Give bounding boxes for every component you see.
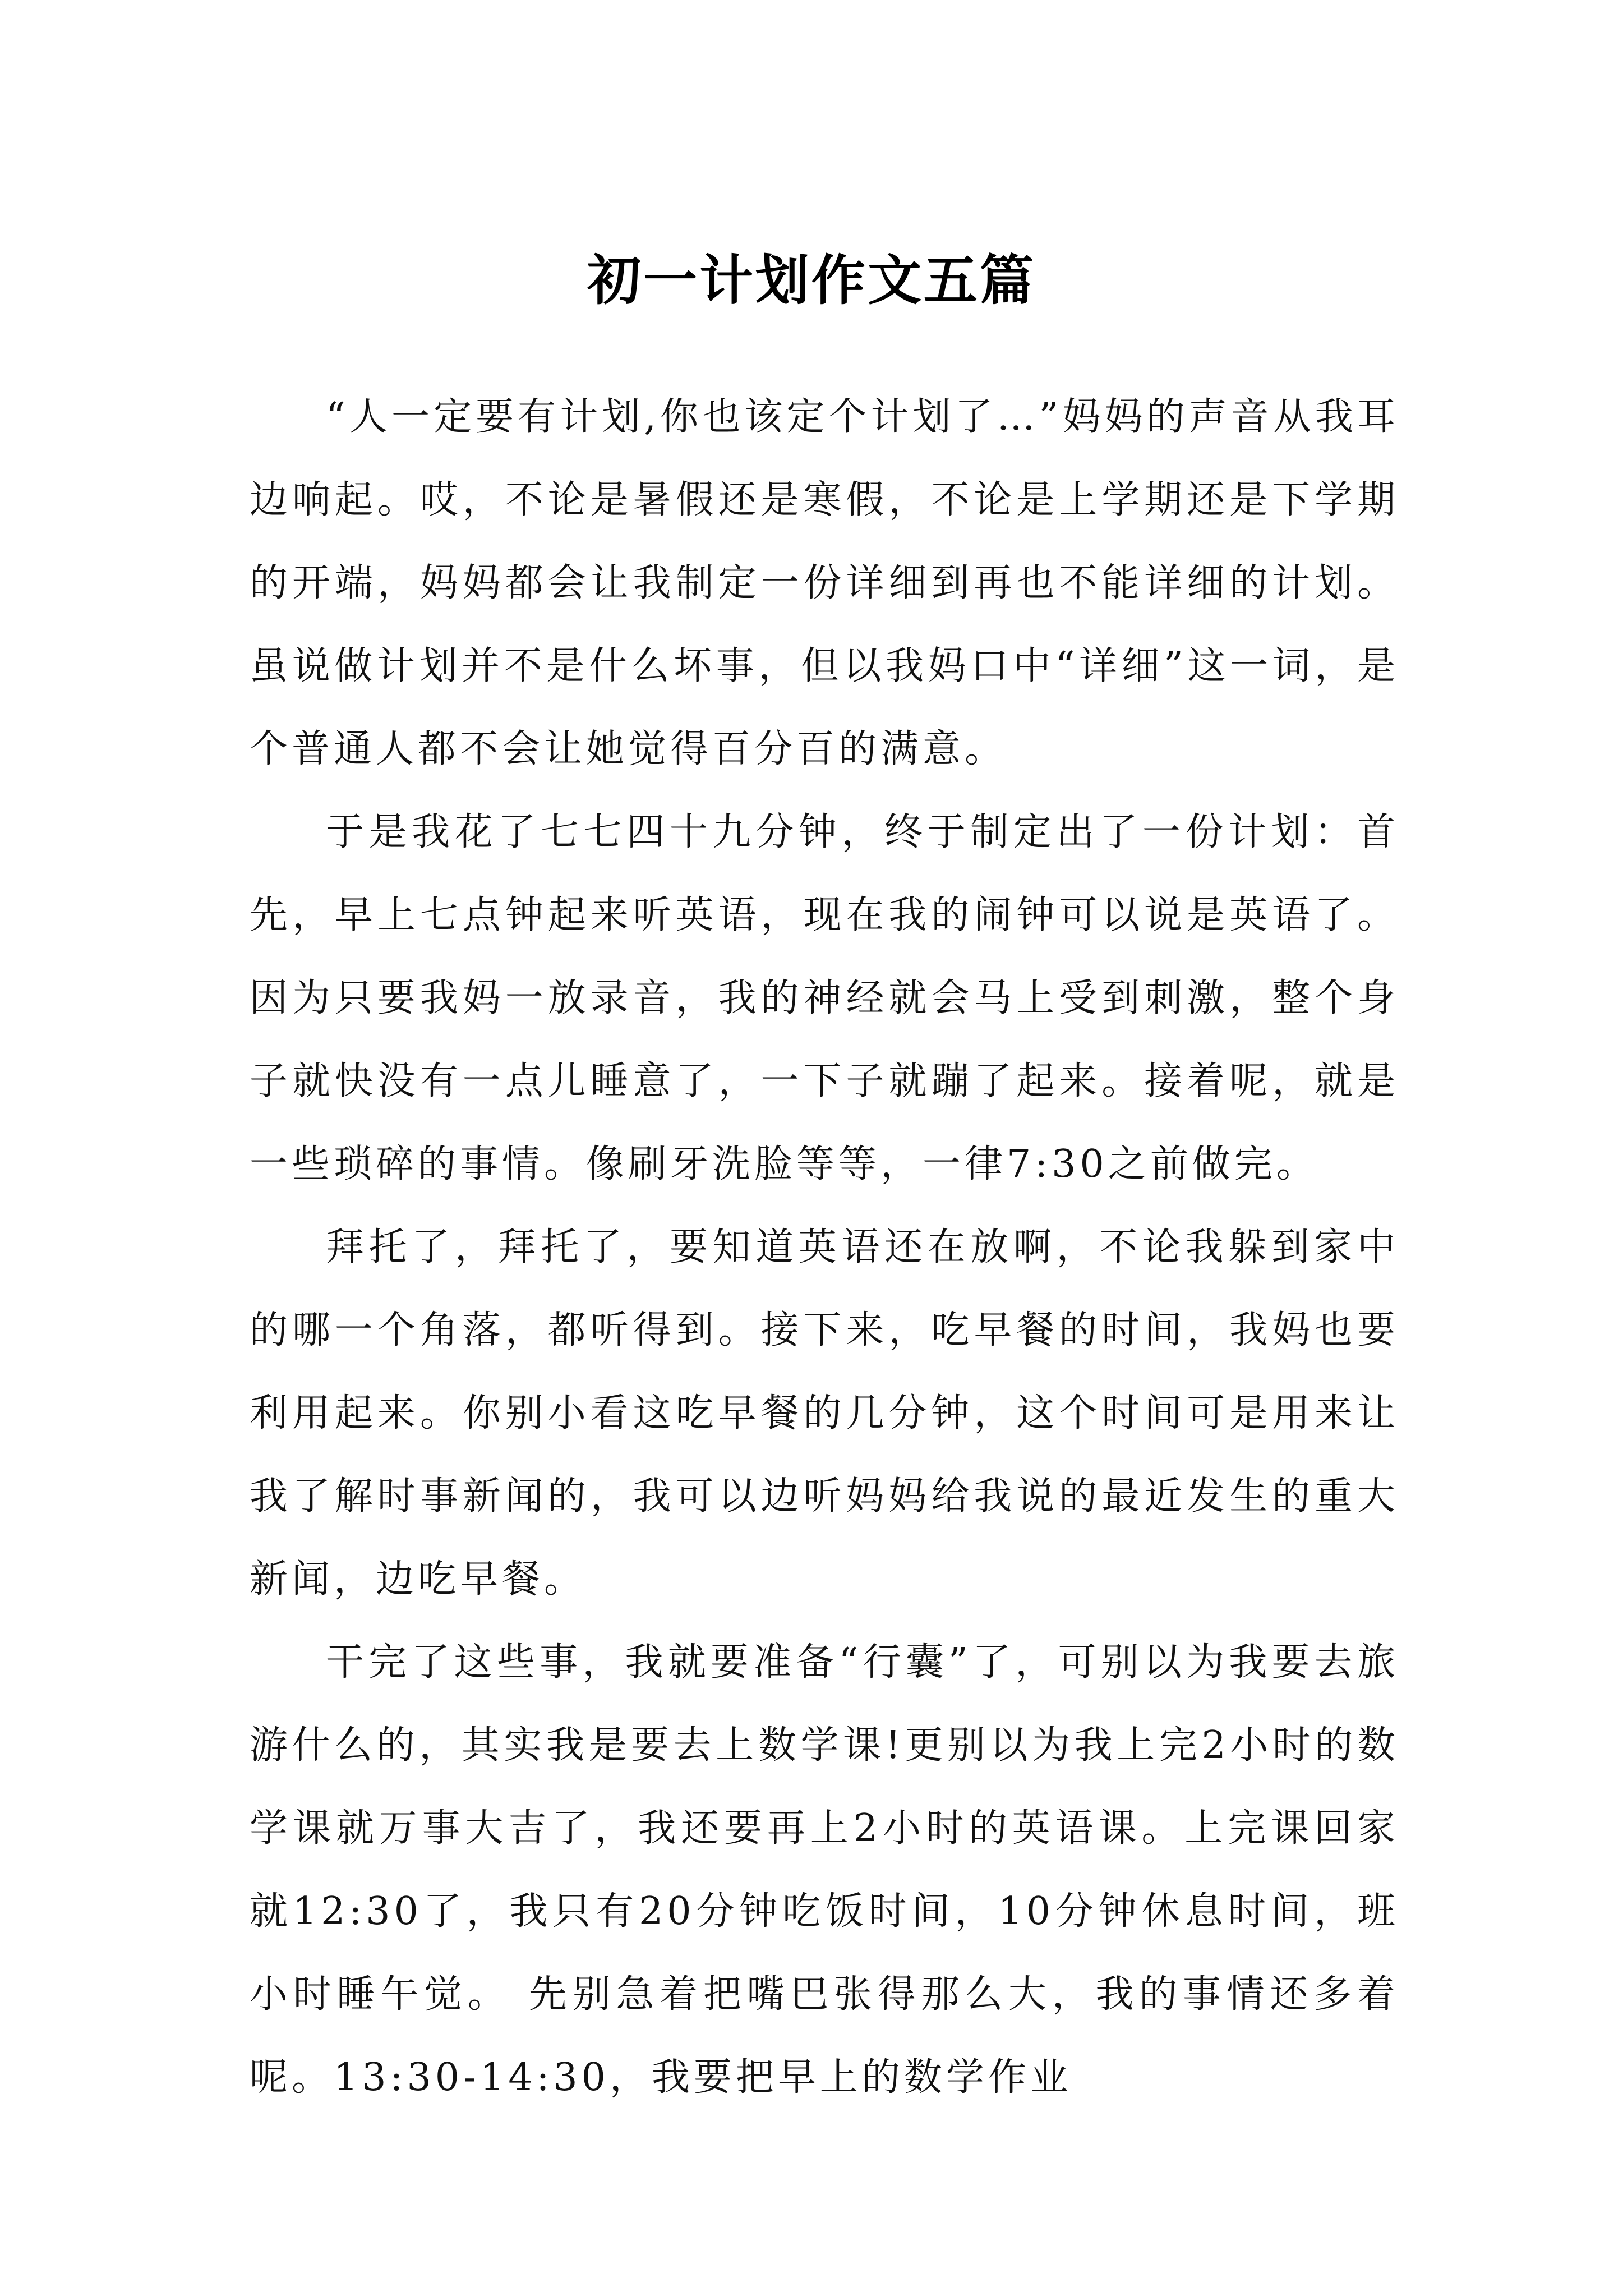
paragraph-2: 于是我花了七七四十九分钟，终于制定出了一份计划：首先，早上七点钟起来听英语，现在我的闹钟可以说是英语了。因为只要我妈一放录音，我的神经就会马上受到刺激，整个身子就快没有一点儿睡意了，一下子就蹦了起来。接着呢，就是一些琐碎的事情。像刷牙洗脸等等，一律7:30之前做完。 <box>250 810 1399 1186</box>
paragraph-1: “人一定要有计划,你也该定个计划了…”妈妈的声音从我耳边响起。哎，不论是暑假还是寒假，不论是上学期还是下学期的开端，妈妈都会让我制定一份详细到再也不能详细的计划。虽说做计划并不是什么坏事，但以我妈口中“详细”这一词，是个普通人都不会让她觉得百分百的满意。 <box>250 395 1399 771</box>
document-body <box>250 376 1399 2119</box>
paragraph-3: 拜托了，拜托了，要知道英语还在放啊，不论我躲到家中的哪一个角落，都听得到。接下来，吃早餐的时间，我妈也要利用起来。你别小看这吃早餐的几分钟，这个时间可是用来让我了解时事新闻的，我可以边听妈妈给我说的最近发生的重大新闻，边吃早餐。 <box>250 1225 1399 1602</box>
paragraph-4: 干完了这些事，我就要准备“行囊”了，可别以为我要去旅游什么的，其实我是要去上数学课!更别以为我上完2小时的数学课就万事大吉了，我还要再上2小时的英语课。上完课回家就12:30了，我只有20分钟吃饭时间，10分钟休息时间，班小时睡午觉。 先别急着把嘴巴张得那么大，我的事情还多着呢。13:30-14:30，我要把早上的数学作业 <box>250 1640 1399 2100</box>
document-title: 初一计划作文五篇 <box>587 249 1036 312</box>
